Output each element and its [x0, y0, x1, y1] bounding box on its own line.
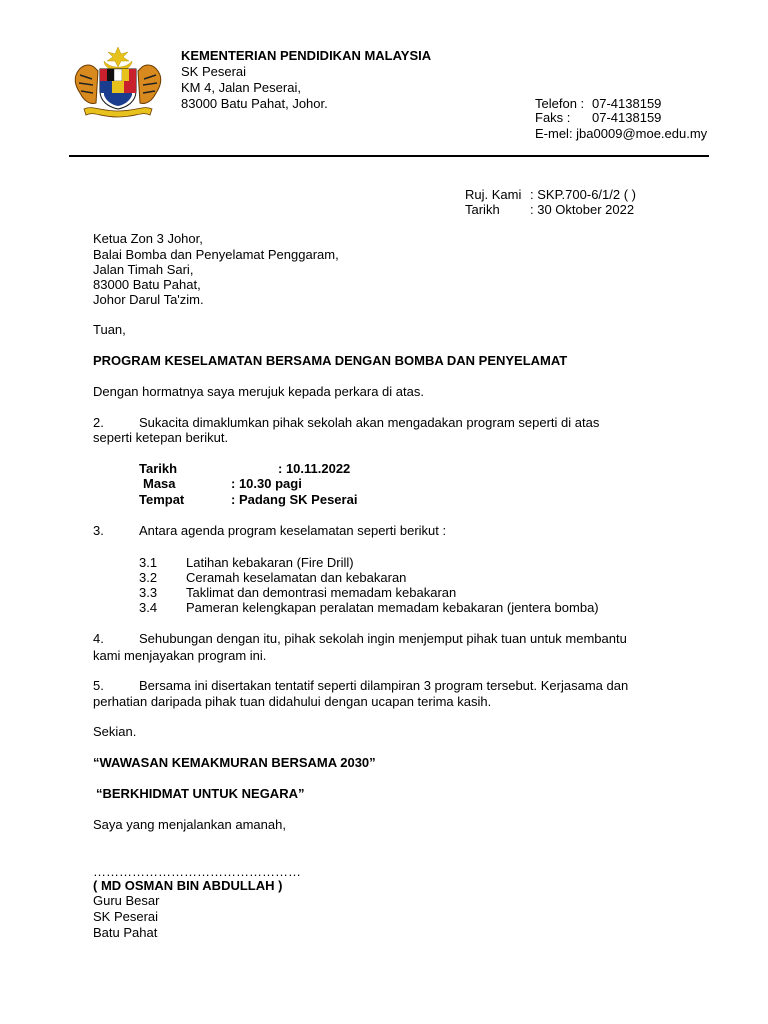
detail-tarikh-value: : 10.11.2022 — [278, 461, 351, 476]
school-address-line-2: 83000 Batu Pahat, Johor. — [181, 96, 328, 111]
paragraph-number: 4. — [93, 631, 104, 646]
detail-masa-value: : 10.30 pagi — [231, 476, 302, 491]
coat-of-arms-icon — [70, 45, 166, 119]
detail-tarikh-label: Tarikh — [139, 461, 178, 476]
agenda-item-number: 3.4 — [139, 600, 158, 615]
email-address: E-mel: jba0009@moe.edu.my — [535, 126, 708, 141]
signatory-school: SK Peserai — [93, 909, 159, 924]
agenda-item-text: Ceramah keselamatan dan kebakaran — [186, 570, 407, 585]
telefon-label: Telefon : — [535, 96, 585, 111]
paragraph-5-line-2: perhatian daripada pihak tuan didahului dengan ucapan terima kasih. — [93, 694, 492, 709]
amanah-line: Saya yang menjalankan amanah, — [93, 817, 286, 832]
detail-masa-label: Masa — [143, 476, 176, 491]
letter-subject: PROGRAM KESELAMATAN BERSAMA DENGAN BOMBA DAN PENYELAMAT — [93, 353, 568, 368]
motto-berkhidmat: “BERKHIDMAT UNTUK NEGARA” — [96, 786, 305, 801]
agenda-item-text: Latihan kebakaran (Fire Drill) — [186, 555, 354, 570]
ruj-kami-value: : SKP.700-6/1/2 ( ) — [530, 187, 636, 202]
paragraph-number: 5. — [93, 678, 104, 693]
paragraph-5-line-1: Bersama ini disertakan tentatif seperti dilampiran 3 program tersebut. Kerjasama dan — [139, 678, 629, 693]
recipient-line: Jalan Timah Sari, — [93, 262, 194, 277]
salutation: Tuan, — [93, 322, 126, 337]
recipient-line: 83000 Batu Pahat, — [93, 277, 201, 292]
tarikh-value: : 30 Oktober 2022 — [530, 202, 635, 217]
intro-paragraph: Dengan hormatnya saya merujuk kepada perkara di atas. — [93, 384, 424, 399]
signature-line: ………………………………………… — [93, 864, 301, 879]
closing: Sekian. — [93, 724, 137, 739]
paragraph-2-line-2: seperti ketepan berikut. — [93, 430, 229, 445]
telefon-number: 07-4138159 — [592, 96, 662, 111]
agenda-item-number: 3.3 — [139, 585, 158, 600]
ruj-kami-label: Ruj. Kami — [465, 187, 522, 202]
signatory-name: ( MD OSMAN BIN ABDULLAH ) — [93, 878, 283, 893]
school-address-line-1: KM 4, Jalan Peserai, — [181, 80, 301, 95]
agenda-item-number: 3.2 — [139, 570, 158, 585]
ministry-name: KEMENTERIAN PENDIDIKAN MALAYSIA — [181, 48, 432, 63]
tarikh-label: Tarikh — [465, 202, 500, 217]
signatory-title: Guru Besar — [93, 893, 160, 908]
paragraph-4-line-2: kami menjayakan program ini. — [93, 648, 267, 663]
detail-tempat-value: : Padang SK Peserai — [231, 492, 358, 507]
paragraph-4-line-1: Sehubungan dengan itu, pihak sekolah ingin menjemput pihak tuan untuk membantu — [139, 631, 627, 646]
agenda-item-text: Pameran kelengkapan peralatan memadam kebakaran (jentera bomba) — [186, 600, 599, 615]
paragraph-number: 3. — [93, 523, 104, 538]
school-name: SK Peserai — [181, 64, 247, 79]
faks-label: Faks : — [535, 110, 571, 125]
detail-tempat-label: Tempat — [139, 492, 185, 507]
recipient-line: Ketua Zon 3 Johor, — [93, 231, 203, 246]
signatory-town: Batu Pahat — [93, 925, 158, 940]
letterhead-divider — [69, 155, 709, 157]
motto-wawasan: “WAWASAN KEMAKMURAN BERSAMA 2030” — [93, 755, 376, 770]
paragraph-2-line-1: Sukacita dimaklumkan pihak sekolah akan mengadakan program seperti di atas — [139, 415, 600, 430]
faks-number: 07-4138159 — [592, 110, 662, 125]
recipient-line: Balai Bomba dan Penyelamat Penggaram, — [93, 247, 339, 262]
agenda-item-number: 3.1 — [139, 555, 158, 570]
paragraph-3-text: Antara agenda program keselamatan seperti berikut : — [139, 523, 447, 538]
paragraph-number: 2. — [93, 415, 104, 430]
recipient-line: Johor Darul Ta'zim. — [93, 292, 204, 307]
agenda-item-text: Taklimat dan demontrasi memadam kebakaran — [186, 585, 457, 600]
